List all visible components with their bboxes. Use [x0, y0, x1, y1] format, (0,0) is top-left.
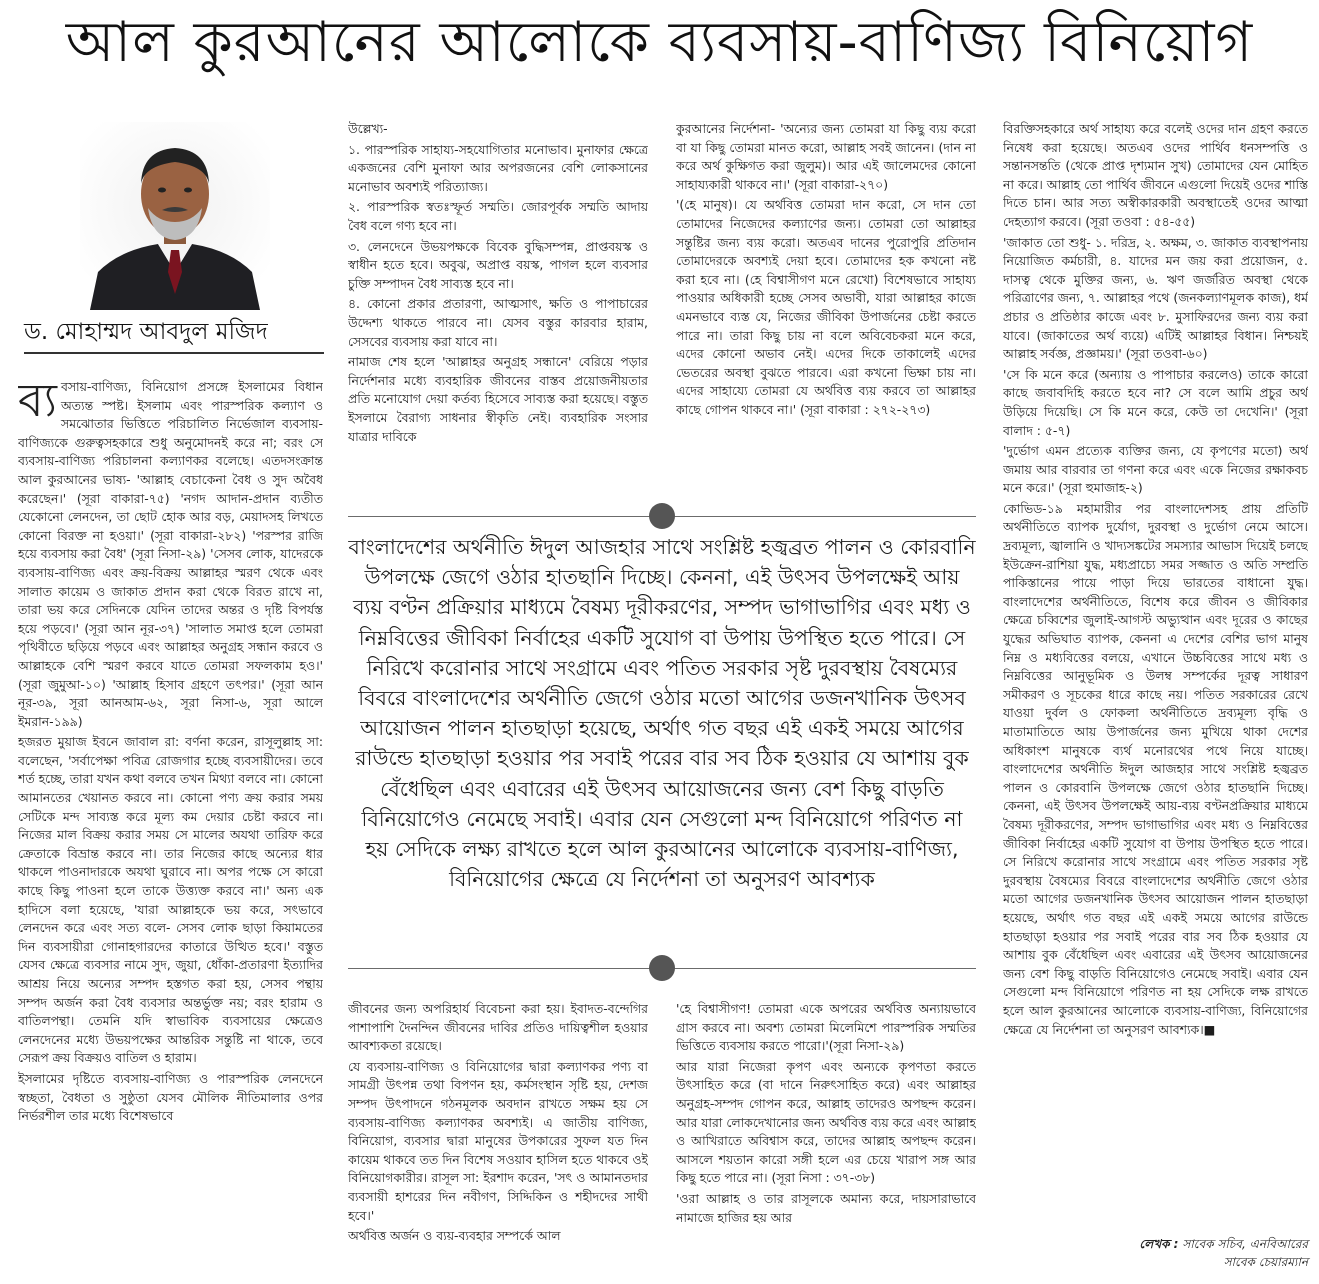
col4-paragraph: 'সে কি মনে করে (অন্যায় ও পাপাচার করলেও) তাকে কারো কাছে জবাবদিহি করতে হবে না? সে বলে আমি প্রচুর অর্থ উড়িয়ে দিয়েছি। সে কি মনে করে, কেউ তা দেখেনি।' (সূরা বালাদ : ৫-৭)	[1003, 366, 1308, 438]
col4-paragraph: 'দুর্ভোগ এমন প্রত্যেক ব্যক্তির জন্য, যে কৃপণের মতো) অর্থ জমায় আর বারবার তা গণনা করে এবং একে নিজের রক্ষাকবচ মনে করে।' (সূরা হুমাজাহ-২)	[1003, 443, 1308, 496]
col2-paragraph: ৪. কোনো প্রকার প্রতারণা, আত্মসাৎ, ক্ষতি ও পাপাচারের উদ্দেশ্য থাকতে পারবে না। যেসব বস্তুর কারবার হারাম, সেসবের ব্যবসায় করা যাবে না।	[348, 296, 648, 349]
col3b-paragraph: আর যারা নিজেরা কৃপণ এবং অন্যকে কৃপণতা করতে উৎসাহিত করে (বা দানে নিরুৎসাহিত করে) এবং আল্লাহর অনুগ্রহ-সম্পদ গোপন করে, আল্লাহ তাদেরও অপছন্দ করেন। আর যারা লোকদেখানোর জন্য অর্থবিত্ত ব্যয় করে এবং আল্লাহ ও আখিরাতে অবিশ্বাস করে, তাদের আল্লাহ অপছন্দ করেন। আসলে শয়তান কারো সঙ্গী হলে এর চেয়ে খারাপ সঙ্গ আর কিছু হতে পারে না। (সূরা নিসা : ৩৭-৩৮)	[676, 1058, 976, 1186]
column-2-bottom	[348, 1000, 648, 1280]
drop-cap: ব্য	[18, 378, 57, 427]
col2b-paragraph: জীবনের জন্য অপরিহার্য বিবেচনা করা হয়। ইবাদত-বন্দেগির পাশাপাশি দৈনন্দিন জীবনের দাবির প্রতিও দায়িত্বশীল হওয়ার আবশ্যকতা রয়েছে।	[348, 1001, 648, 1054]
col2b-paragraph: অর্থবিত্ত অর্জন ও ব্যয়-ব্যবহার সম্পর্কে আল	[348, 1228, 561, 1244]
credit-line-2: সাবেক চেয়ারম্যান	[1223, 1255, 1308, 1269]
col1-paragraph: ইসলামের দৃষ্টিতে ব্যবসায়-বাণিজ্য ও পারস্পরিক লেনদেনে স্বচ্ছতা, বৈধতা ও সুষ্ঠুতা যেসব মৌলিক নীতিমালার ওপর নির্ভরশীল তার মধ্যে বিশেষভাবে	[18, 1070, 323, 1124]
col4-paragraph: কোভিড-১৯ মহামারীর পর বাংলাদেশসহ প্রায় প্রতিটি অর্থনীতিতে ব্যাপক দুর্যোগ, দুরবস্থা ও দুর্ভোগ নেমে আসে। দ্রব্যমূল্য, জ্বালানি ও খাদ্যসঙ্কটের সমস্যার আভাস দিয়েই চলছে ইউক্রেন-রাশিয়া যুদ্ধ, মধ্যপ্রাচ্যে সমর সজ্জাত ও অতি সম্প্রতি পাকিস্তানের পায়ে পাড়া দিয়ে ভারতের বাধানো যুদ্ধ। বাংলাদেশের অর্থনীতিতে, বিশেষ করে জীবন ও জীবিকার ক্ষেত্রে চব্বিশের জুলাই-আগস্ট অভ্যুত্থান এবং দূরের ও কাছের যুদ্ধের অভিঘাত ব্যাপক, কেননা এ দেশের বেশির ভাগ মানুষ নিম্ন ও মধ্যবিত্তের বলয়ে, এখানে উচ্চবিত্তের সাথে মধ্য ও নিম্নবিত্তের আনুভূমিক ও উলম্ব সম্পর্কের দূরত্ব সাধারণ সমীকরণ ও সূচকের ধারে কাছে নয়। পতিত সরকারের রেখে যাওয়া দুর্বল ও ফোকলা অর্থনীতিতে দ্রব্যমূল্য বৃদ্ধি ও মাতামাতিতে আয় উপার্জনের জন্য মুখিয়ে থাকা দেশের অধিকাংশ মানুষকে ব্যর্থ মনোরথের পথে নিয়ে যাচ্ছে। বাংলাদেশের অর্থনীতি ঈদুল আজহার সাথে সংশ্লিষ্ট হজ্বব্রত পালন ও কোরবানি উপলক্ষে জেগে ওঠার হাতছানি দিচ্ছে। কেননা, এই উৎসব উপলক্ষেই আয়-ব্যয় বণ্টনপ্রক্রিয়ার মাধ্যমে বৈষম্য দূরীকরণের, সম্পদ ভাগাভাগির এবং মধ্য ও নিম্নবিত্তের জীবিকা নির্বাহের একটি সুযোগ বা উপায় উপস্থিত হতে পারে। সে নিরিখে করোনার সাথে সংগ্রামে এবং পতিত সরকার সৃষ্ট দুরবস্থায় বৈষম্যের বিবরে বাংলাদেশের অর্থনীতি জেগে ওঠার মতো আগের ডজনখানিক উৎসব আয়োজন পালন হাতছাড়া হয়েছে, অর্থাৎ গত বছর এই একই সময়ে আগের রাউন্ডে হাতছাড়া হওয়ার পর সবাই পরের বার সব ঠিক হওয়ার যে আশায় বুক বেঁধেছিল এবং এবারের এই উৎসব আয়োজনের জন্য বেশ কিছু বাড়তি বিনিয়োগেও নেমেছে সবাই। এবার যেন সেগুলো মন্দ বিনিয়োগে পরিণত না হয় সেদিকে লক্ষ রাখতে হলে আল কুরআনের আলোকে ব্যবসায়-বাণিজ্য, বিনিয়োগের ক্ষেত্রে যে নির্দেশনা তা অনুসরণ আবশ্যক।■	[1003, 500, 1308, 1037]
author-photo	[80, 122, 270, 310]
pullquote-dot-top	[649, 503, 675, 529]
col2b-paragraph: যে ব্যবসায়-বাণিজ্য ও বিনিয়োগের দ্বারা কল্যাণকর পণ্য বা সামগ্রী উৎপন্ন তথা বিপণন হয়, কর্মসংস্থান সৃষ্টি হয়, দেশজ সম্পদ উৎপাদনে গঠনমূলক অবদান রাখতে সক্ষম হয় সে ব্যবসায়-বাণিজ্য কল্যাণকর অবশ্যই। এ জাতীয় বাণিজ্য, বিনিয়োগ, ব্যবসার দ্বারা মানুষের উপকারের সুফল যত দিন কায়েম থাকবে তত দিন বিশেষ সওয়াব হাসিল হতে থাকবে ওই বিনিয়োগকারীর। রাসূল সা: ইরশাদ করেন, 'সৎ ও আমানতদার ব্যবসায়ী হাশরের দিন নবীগণ, সিদ্দিকিন ও শহীদদের সাথী হবে।'	[348, 1058, 648, 1223]
col2-paragraph: ৩. লেনদেনে উভয়পক্ষকে বিবেক বুদ্ধিসম্পন্ন, প্রাপ্তবয়স্ক ও স্বাধীন হতে হবে। অবুঝ, অপ্রাপ্ত বয়স্ক, পাগল হলে ব্যবসার চুক্তি সম্পাদন বৈধ সাব্যস্ত হবে না।	[348, 238, 648, 291]
col2-paragraph: ১. পারস্পরিক সাহায্য-সহযোগিতার মনোভাব। মুনাফার ক্ষেত্রে একজনের বেশি মুনাফা আর অপরজনের বেশি লোকসানের মনোভাব অবশ্যই পরিত্যাজ্য।	[348, 141, 648, 194]
credit-label: লেখক :	[1139, 1237, 1179, 1251]
col4-paragraph: 'জাকাত তো শুধু- ১. দরিদ্র, ২. অক্ষম, ৩. জাকাত ব্যবস্থাপনায় নিয়োজিত কর্মচারী, ৪. যাদের মন জয় করা প্রয়োজন, ৫. দাসত্ব থেকে মুক্তির জন্য, ৬. ঋণ জর্জরিত অবস্থা থেকে পরিত্রাণের জন্য, ৭. আল্লাহর পথে (জনকল্যাণমূলক কাজ), ধর্ম প্রচার ও প্রতিষ্ঠার কাজে এবং ৮. মুসাফিরদের জন্য ব্যয় করা যাবে। (জাকাতের অর্থ ব্যয়ে) এটিই আল্লাহর বিধান। নিশ্চয়ই আল্লাহ সর্বজ্ঞ, প্রজ্ঞাময়।' (সূরা তওবা-৬০)	[1003, 234, 1308, 362]
col2-paragraph: উল্লেখ্য-	[348, 121, 388, 136]
col3b-paragraph: 'ওরা আল্লাহ ও তার রাসূলকে অমান্য করে, দায়সারাভাবে নামাজে হাজির হয় আর	[676, 1190, 976, 1225]
col2-paragraph: ২. পারস্পরিক স্বতঃস্ফূর্ত সম্মতি। জোরপূর্বক সম্মতি আদায় বৈধ বলে গণ্য হবে না।	[348, 199, 648, 233]
pull-quote: বাংলাদেশের অর্থনীতি ঈদুল আজহার সাথে সংশ্লিষ্ট হজ্বব্রত পালন ও কোরবানি উপলক্ষে জেগে ওঠার হাতছানি দিচ্ছে। কেননা, এই উৎসব উপলক্ষেই আয় ব্যয় বণ্টন প্রক্রিয়ার মাধ্যমে বৈষম্য দূরীকরণের, সম্পদ ভাগাভাগির এবং মধ্য ও নিম্নবিত্তের জীবিকা নির্বাহের একটি সুযোগ বা উপায় উপস্থিত হতে পারে। সে নিরিখে করোনার সাথে সংগ্রামে এবং পতিত সরকার সৃষ্ট দুরবস্থায় বৈষম্যের বিবরে বাংলাদেশের অর্থনীতি জেগে ওঠার মতো আগের ডজনখানিক উৎসব আয়োজন পালন হাতছাড়া হয়েছে, অর্থাৎ গত বছর এই একই সময়ে আগের রাউন্ডে হাতছাড়া হওয়ার পর সবাই পরের বার সব ঠিক হওয়ার যে আশায় বুক বেঁধেছিল এবং এবারের এই উৎসব আয়োজনের জন্য বেশ কিছু বাড়তি বিনিয়োগেও নেমেছে সবাই। এবার যেন সেগুলো মন্দ বিনিয়োগে পরিণত না হয় সেদিকে লক্ষ্য রাখতে হলে আল কুরআনের আলোকে ব্যবসায়-বাণিজ্য, বিনিয়োগের ক্ষেত্রে যে নির্দেশনা তা অনুসরণ আবশ্যক	[348, 535, 976, 892]
headline: আল কুরআনের আলোকে ব্যবসায়-বাণিজ্য বিনিয়োগ	[65, 10, 1254, 75]
col4-paragraph: বিরক্তিসহকারে অর্থ সাহায্য করে বলেই ওদের দান গ্রহণ করতে নিষেধ করা হয়েছে। অতএব ওদের পার্থিব ধনসম্পত্তি ও সন্তানসন্ততি (থেকে প্রাপ্ত দৃশ্যমান সুখ) তোমাদের যেন মোহিত না করে। আল্লাহ তো পার্থিব জীবনে এগুলো দিয়েই ওদের শাস্তি দিতে চান। আর সত্য অস্বীকারকারী অবস্থাতেই ওদের আত্মা দেহত্যাগ করবে। (সূরা তওবা : ৫৪-৫৫)	[1003, 121, 1308, 229]
col3-paragraph: '(হে মানুষ)। যে অর্থবিত্ত তোমরা দান করো, সে দান তো তোমাদের নিজেদের কল্যাণের জন্য। তোমরা তো আল্লাহর সন্তুষ্টির জন্য ব্যয় করো। অতএব দানের পুরোপুরি প্রতিদান তোমাদেরকে অবশ্যই দেয়া হবে। তোমাদের হক কখনো নষ্ট করা হবে না। (হে বিশ্বাসীগণ মনে রেখো) বিশেষভাবে সাহায্য পাওয়ার অধিকারী হচ্ছে সেসব অভাবী, যারা আল্লাহর কাজে এমনভাবে ব্যস্ত যে, নিজের জীবিকা উপার্জনের চেষ্টা করতে পারে না। তারা কিছু চায় না বলে অবিবেচকরা মনে করে, এদের কোনো অভাব নেই। এদের দিকে তাকালেই এদের ভেতরের অবস্থা বুঝতে পারবে। এরা কখনো ভিক্ষা চায় না। এদের সাহায্যে তোমরা যে অর্থবিত্ত ব্যয় করবে তা আল্লাহর কাছে গোপন থাকবে না।' (সূরা বাকারা : ২৭২-২৭৩)	[676, 197, 976, 417]
pullquote-dot-bottom	[649, 955, 675, 981]
col1-text: বসায়-বাণিজ্য, বিনিয়োগ প্রসঙ্গে ইসলামের বিধান অত্যন্ত স্পষ্ট। ইসলাম এবং পারস্পরিক কল্যাণ ও সমঝোতার ভিত্তিতে পরিচালিত নির্ভেজাল ব্যবসায়-বাণিজ্যকে গুরুত্বসহকারে শুধু অনুমোদনই করে না; বরং সে ব্যবসায়-বাণিজ্য পরিচালনা কল্যাণকর বলেছে। এতদসংক্রান্ত আল কুরআনের ভাষ্য- 'আল্লাহ বেচাকেনা বৈধ ও সুদ অবৈধ করেছেন।' (সূরা বাকারা-৭৫) 'নগদ আদান-প্রদান ব্যতীত যেকোনো লেনদেন, তা ছোট হোক আর বড়, মেয়াদসহ লিখতে কোনো বিরক্ত না হওয়া।' (সূরা বাকারা-২৮২) 'পরস্পর রাজি হয়ে ব্যবসায় করা বৈধ' (সূরা নিসা-২৯) 'সেসব লোক, যাদেরকে ব্যবসায়-বাণিজ্য এবং ক্রয়-বিক্রয় আল্লাহর স্মরণ থেকে এবং সালাত কায়েম ও জাকাত প্রদান করা থেকে বিরত রাখে না, তারা ভয় করে সেদিনকে যেদিন তাদের অন্তর ও দৃষ্টি বিপর্যস্ত হয়ে পড়বে।' (সূরা আন নূর-৩৭) 'সালাত সমাপ্ত হলে তোমরা পৃথিবীতে ছড়িয়ে পড়বে এবং আল্লাহর অনুগ্রহ সন্ধান করবে ও আল্লাহকে বেশি স্মরণ করবে যাতে তোমরা সফলকাম হও।' (সূরা জুমুআ-১০) 'আল্লাহ হিসাব গ্রহণে তৎপর।' (সূরা আন নূর-৩৯, সূরা আনআম-৬২, সূরা নিসা-৬, সূরা আলে ইমরান-১৯৯)	[18, 379, 323, 729]
col3b-paragraph: 'হে বিশ্বাসীগণ! তোমরা একে অপরের অর্থবিত্ত অন্যায়ভাবে গ্রাস করবে না। অবশ্য তোমরা মিলেমিশে পারস্পরিক সম্মতির ভিত্তিতে ব্যবসায় করতে পারো।'(সূরা নিসা-২৯)	[676, 1001, 976, 1054]
col2-paragraph: নামাজ শেষ হলে 'আল্লাহর অনুগ্রহ সন্ধানে' বেরিয়ে পড়ার নির্দেশনার মধ্যে ব্যবহারিক জীবনের বাস্তব প্রয়োজনীয়তার প্রতি মনোযোগ দেয়া কর্তব্য হিসেবে সাব্যস্ত করা হয়েছে। বস্তুত ইসলামে বৈরাগ্য সাধনার স্বীকৃতি নেই। ব্যবহারিক সংসার যাত্রার দাবিকে	[348, 354, 648, 444]
column-1	[18, 378, 323, 1278]
author-divider	[24, 352, 324, 354]
author-name: ড. মোহাম্মদ আবদুল মজিদ	[24, 319, 268, 345]
column-4	[1003, 120, 1308, 1230]
col1-paragraph	[18, 378, 323, 731]
col1-paragraph: হজরত মুয়াজ ইবনে জাবাল রা: বর্ণনা করেন, রাসূলুল্লাহ সা: বলেছেন, 'সর্বাপেক্ষা পবিত্র রোজগার হচ্ছে ব্যবসায়ীদের। তবে শর্ত হচ্ছে, তারা যখন কথা বলবে তখন মিথ্যা বলবে না। কোনো আমানতের খেয়ানত করবে না। কোনো পণ্য ক্রয় করার সময় সেটিকে মন্দ সাব্যস্ত করে মূল্য কম দেয়ার চেষ্টা করবে না। নিজের মাল বিক্রয় করার সময় সে মালের অযথা তারিফ করে ক্রেতাকে বিভ্রান্ত করবে না। তার নিজের কাছে অন্যের ধার থাকলে পাওনাদারকে অযথা ঘুরাবে না। অপর পক্ষে সে কারো কাছে কিছু পাওনা হলে তাকে উত্ত্যক্ত করবে না।' অন্য এক হাদিসে বলা হয়েছে, 'যারা আল্লাহকে ভয় করে, সৎভাবে লেনদেন করে এবং সত্য বলে- সেসব লোক ছাড়া কিয়ামতের দিন ব্যবসায়ীরা গোনাহগারদের কাতারে উত্থিত হবে।' বস্তুত যেসব ক্ষেত্রে ব্যবসার নামে সুদ, জুয়া, ধোঁকা-প্রতারণা ইত্যাদির আশ্রয় নিয়ে অন্যের সম্পদ হস্তগত করা হয়, সেসব পন্থায় সম্পদ অর্জন করা বৈধ ব্যবসার অন্তর্ভুক্ত নয়; বরং হারাম ও বাতিলপন্থা। তেমনি যদি স্বাভাবিক ব্যবসায়ের ক্ষেত্রেও লেনদেনের মধ্যে উভয়পক্ষের আন্তরিক সন্তুষ্টি না থাকে, তবে সেরূপ ক্রয় বিক্রয়ও বাতিল ও হারাম।	[18, 734, 323, 1066]
author-credit	[1003, 1235, 1308, 1275]
column-3-top	[676, 120, 976, 500]
col3-paragraph: কুরআনের নির্দেশনা- 'অন্যের জন্য তোমরা যা কিছু ব্যয় করো বা যা কিছু তোমরা মানত করো, আল্লাহ সবই জানেন। (দান না করে অর্থ কুক্ষিগত করা জুলুম)। আর এই জালেমদের কোনো সাহায্যকারী থাকবে না।' (সূরা বাকারা-২৭০)	[676, 121, 976, 192]
column-2-top	[348, 120, 648, 500]
column-3-bottom	[676, 1000, 976, 1280]
credit-line-1: সাবেক সচিব, এনবিআরের	[1182, 1237, 1308, 1251]
